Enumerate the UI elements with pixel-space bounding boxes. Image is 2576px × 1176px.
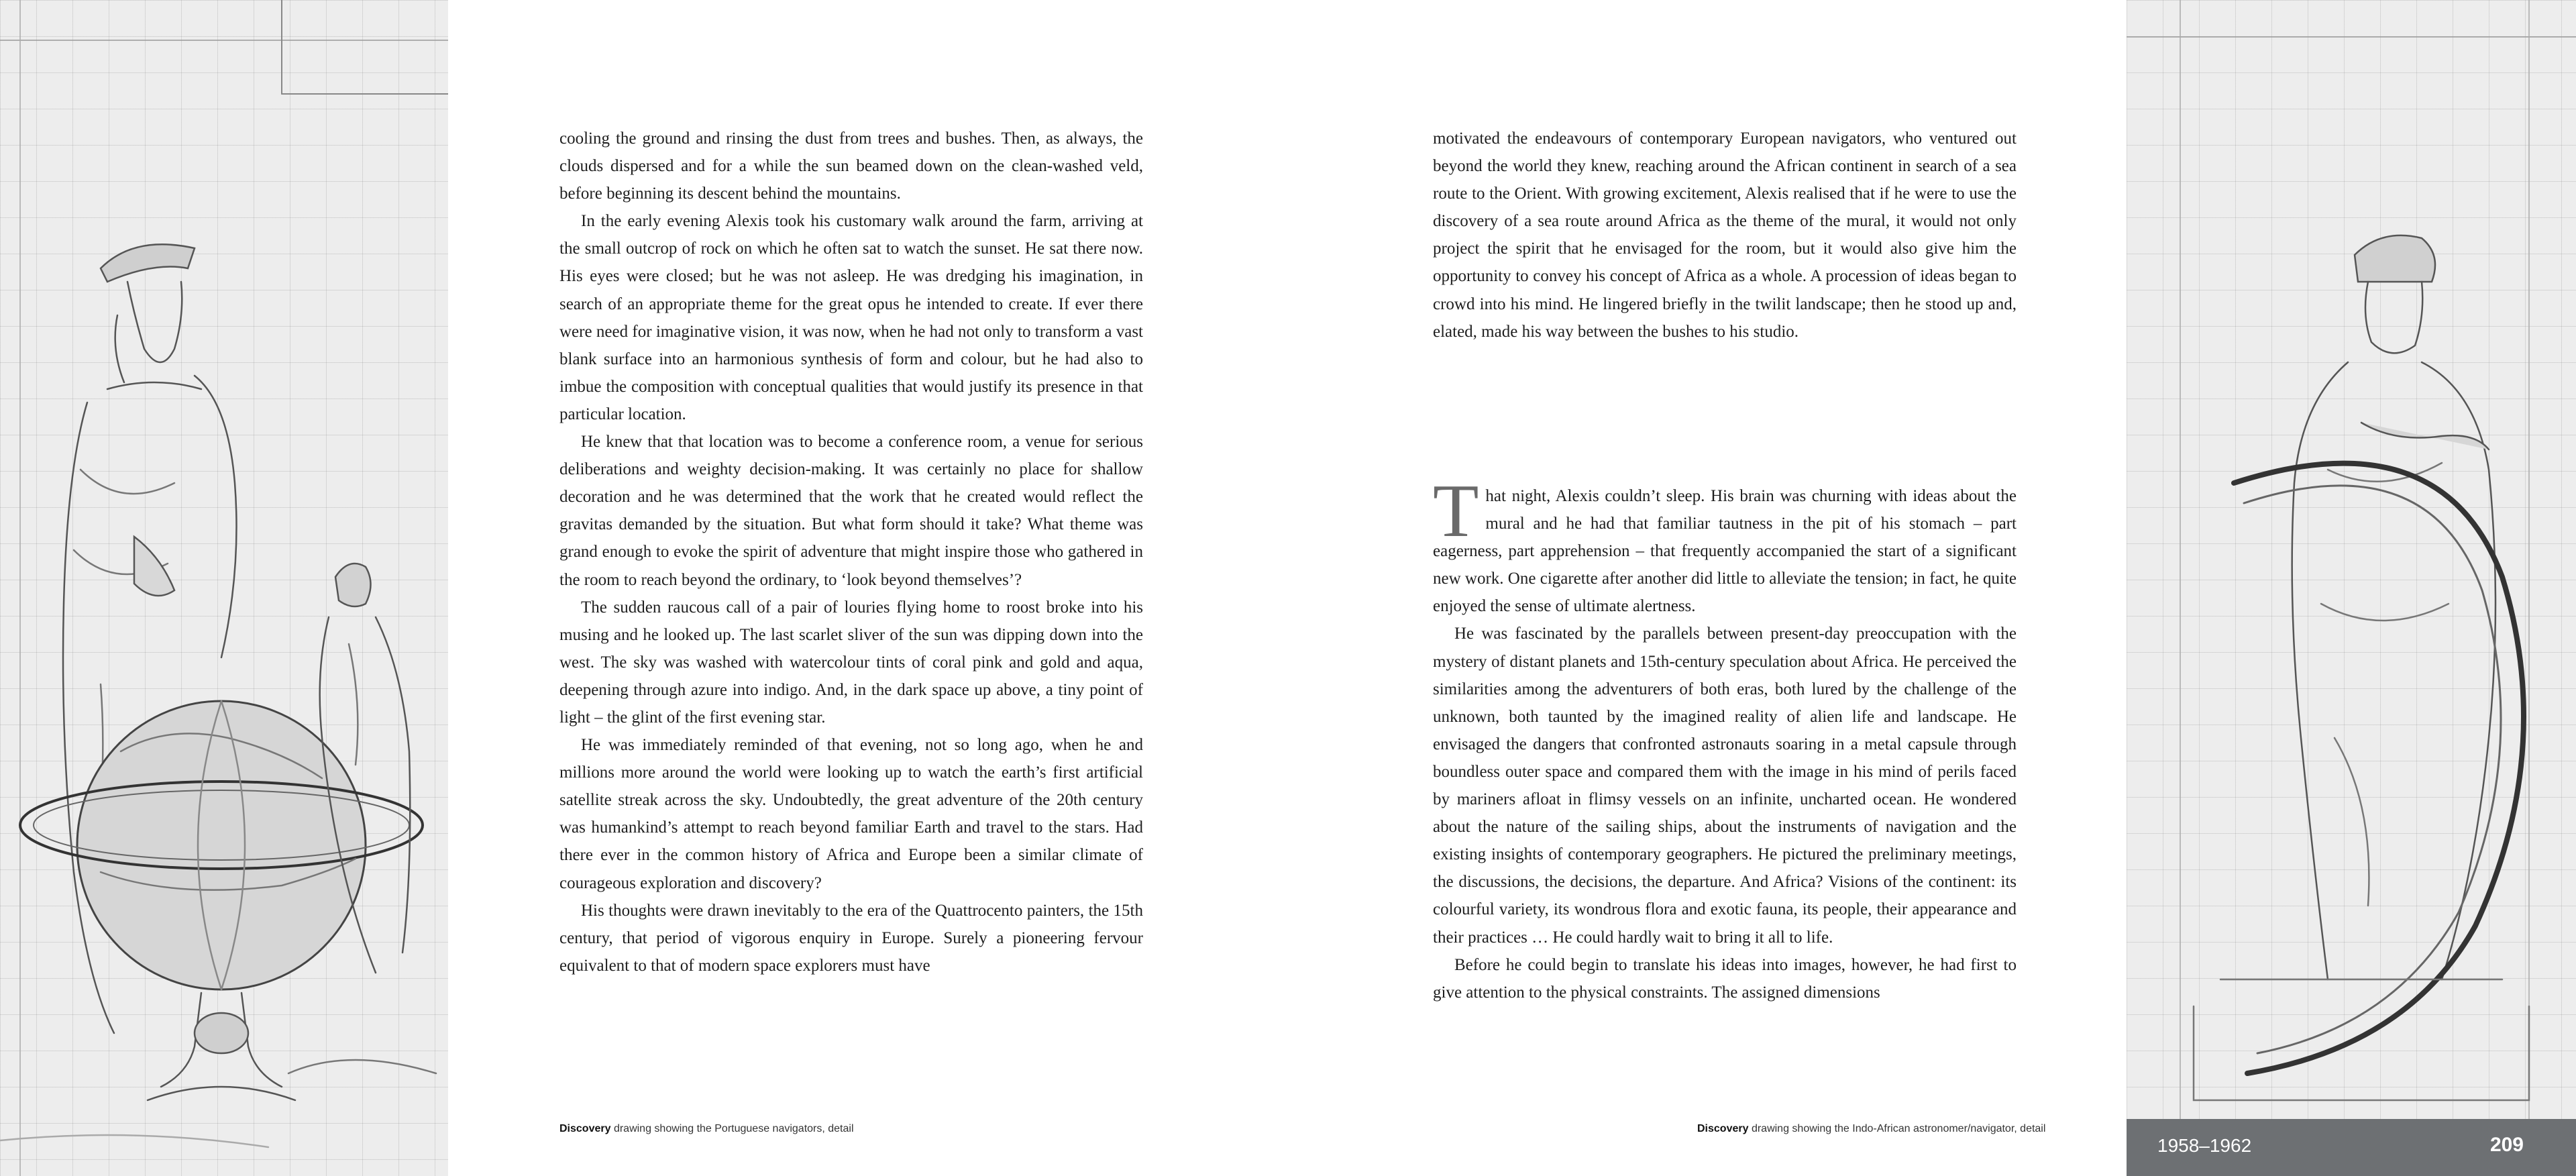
opening-text: hat night, Alexis couldn’t sleep. His brain was churning with ideas about the mural and he had that familiar tautness in the pit of his stomach – part eagerness, part apprehension – that frequently accompanied the start of a significant new work. One cigarette after another did little to alleviate the tension; in fact, he quite enjoyed the sense of ultimate alertness.: [1433, 487, 2017, 616]
paragraph: motivated the endeavours of contemporary European navigators, who ventured out beyond the world they knew, reaching around the African continent in search of a sea route to the Orient. With growing excitement, Alexis realised that if he were to use the discovery of a sea route around Africa as the theme of the mural, it would not only project the spirit that he envisaged for the room, but it would also give him the opportunity to convey his concept of Africa as a whole. A procession of ideas began to crowd into his mind. He lingered briefly in the twilit landscape; then he stood up and, elated, made his way between the bushes to his studio.: [1433, 129, 2017, 341]
paragraph: The sudden raucous call of a pair of louries flying home to roost broke into his musing and he looked up. The last scarlet sliver of the sun was dipping down into the west. The sky was washed with watercolour tints of coral pink and gold and aqua, deepening through azure into indigo. And, in the dark space up above, a tiny point of light – the glint of the first evening star.: [559, 598, 1143, 727]
paragraph: Before he could begin to translate his ideas into images, however, he had first to give attention to the physical constraints. The assigned dimensions: [1433, 955, 2017, 1002]
drop-cap: T: [1433, 470, 1479, 553]
paragraph: He knew that that location was to become a conference room, a venue for serious deliberations and weighty decision-making. It was certainly no place for shallow decoration and he was determined that the work that he created would reflect the gravitas demanded by the situation. But what form should it take? What theme was grand enough to evoke the spirit of adventure that might inspire those who gathered in the room to reach beyond the ordinary, to ‘look beyond themselves’?: [559, 433, 1143, 589]
caption-title: Discovery: [1697, 1123, 1749, 1134]
right-figure-caption: [1697, 1123, 2046, 1135]
right-text-column-top: [1433, 125, 2017, 345]
left-figure-caption: [559, 1123, 854, 1135]
astronomer-sketch-image: [2127, 0, 2576, 1119]
chapter-years: 1958–1962: [2157, 1135, 2252, 1156]
navigators-sketch-image: [0, 0, 448, 1176]
paragraph: cooling the ground and rinsing the dust from trees and bushes. Then, as always, the clouds dispersed and for a while the sun beamed down on the clean-washed veld, before beginning its descent behind the mountains.: [559, 129, 1143, 203]
caption-title: Discovery: [559, 1123, 611, 1134]
paragraph: He was fascinated by the parallels between present-day preoccupation with the mystery of distant planets and 15th-century speculation about Africa. He perceived the similarities among the adventurers of both eras, both lured by the challenge of the unknown, both taunted by the imagined reality of alien life and landscape. He envisaged the dangers that confronted astronauts soaring in a metal capsule through boundless outer space and compared them with the image in his mind of perils faced by mariners afloat in flimsy vessels on an infinite, uncharted ocean. He wondered about the nature of the sailing ships, about the instruments of navigation and the existing insights of contemporary geographers. He pictured the preliminary meetings, the discussions, the decisions, the departure. And Africa? Visions of the continent: its colourful variety, its wondrous flora and exotic fauna, its people, their appearance and their practices … He could hardly wait to bring it all to life.: [1433, 625, 2017, 947]
astronomer-navigator-drawing: [2127, 0, 2576, 1119]
chapter-opening-paragraph: [1433, 470, 2017, 620]
right-text-column-main: [1433, 470, 2017, 1006]
portuguese-navigators-drawing: [0, 0, 448, 1176]
paragraph: He was immediately reminded of that evening, not so long ago, when he and millions more around the world were looking up to watch the earth’s first artificial satellite streak across the sky. Undoubtedly, the great adventure of the 20th century was humankind’s attempt to reach beyond familiar Earth and travel to the stars. Had there ever in the common history of Africa and Europe been a similar climate of courageous exploration and discovery?: [559, 736, 1143, 892]
page-footer-bar: [2127, 1119, 2576, 1176]
caption-text: drawing showing the Portuguese navigators, detail: [610, 1123, 854, 1134]
left-text-column: [559, 125, 1143, 979]
paragraph: In the early evening Alexis took his customary walk around the farm, arriving at the small outcrop of rock on which he often sat to watch the sunset. He sat there now. His eyes were closed; but he was not asleep. He was dredging his imagination, in search of an appropriate theme for the great opus he intended to create. If ever there were need for imaginative vision, it was now, when he had not only to transform a vast blank surface into an harmonious synthesis of form and colour, but he had also to imbue the composition with conceptual qualities that would justify its presence in that particular location.: [559, 212, 1143, 423]
page-number: 209: [2489, 1134, 2524, 1156]
paragraph: His thoughts were drawn inevitably to the era of the Quattrocento painters, the 15th century, that period of vigorous enquiry in Europe. Surely a pioneering fervour equivalent to that of modern space explorers must have: [559, 901, 1143, 975]
caption-text: drawing showing the Indo-African astronomer/navigator, detail: [1748, 1123, 2046, 1134]
